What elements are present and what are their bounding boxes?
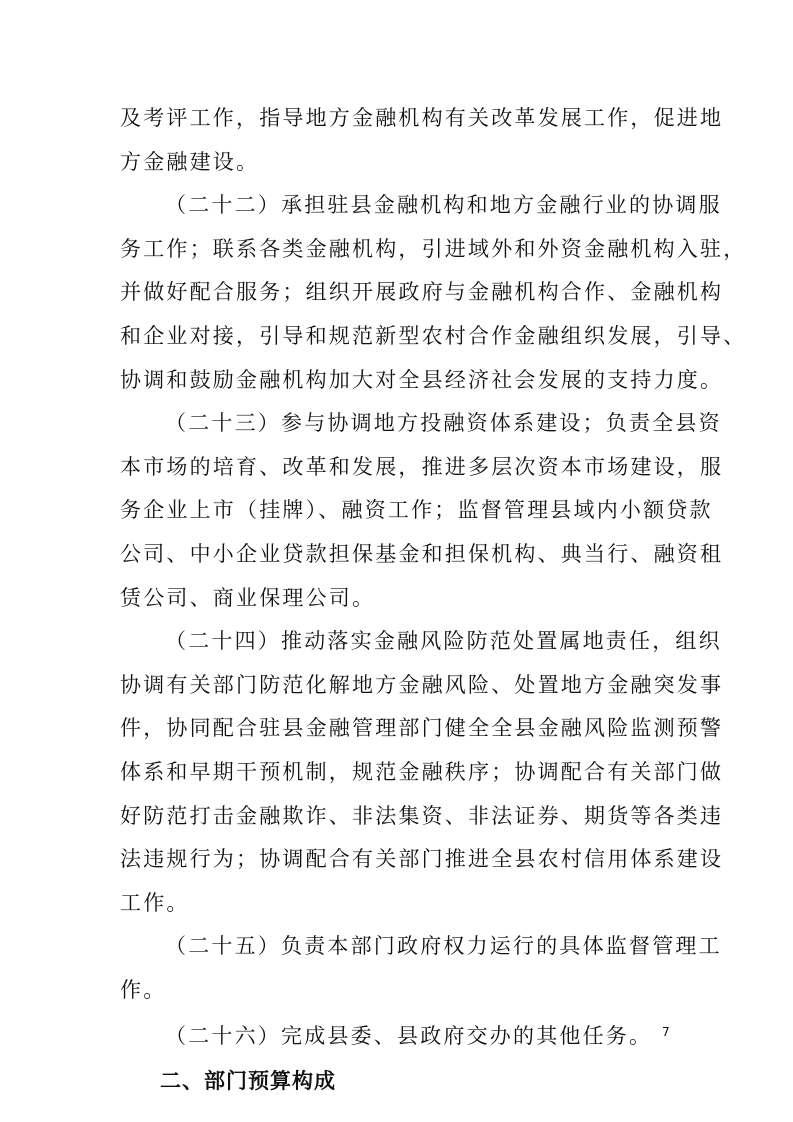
body-text-line: 工作。 [120, 890, 190, 915]
body-text-line: 本市场的培育、改革和发展，推进多层次资本市场建设，服 [120, 454, 724, 479]
body-text-line: 体系和早期干预机制，规范金融秩序；协调配合有关部门做 [120, 760, 724, 784]
section-heading: 二、部门预算构成 [160, 1069, 336, 1094]
body-text-line: 公司、中小企业贷款担保基金和担保机构、典当行、融资租 [120, 542, 724, 566]
body-text-line: （二十六）完成县委、县政府交办的其他任务。 [165, 1023, 653, 1048]
body-text-line: 好防范打击金融欺诈、非法集资、非法证券、期货等各类违 [120, 803, 724, 828]
body-text-line: 协调和鼓励金融机构加大对全县经济社会发展的支持力度。 [120, 367, 724, 392]
body-text-line: 和企业对接，引导和规范新型农村合作金融组织发展，引导、 [120, 324, 747, 348]
body-text-line: 务企业上市（挂牌）、融资工作；监督管理县域内小额贷款 [120, 498, 713, 523]
body-text-line: （二十五）负责本部门政府权力运行的具体监督管理工 [165, 934, 722, 959]
page-number: 7 [662, 1025, 670, 1039]
body-text-line: 件，协同配合驻县金融管理部门健全全县金融风险监测预警 [120, 716, 724, 741]
body-text-line: 及考评工作，指导地方金融机构有关改革发展工作，促进地 [120, 106, 724, 130]
body-text-line: （二十四）推动落实金融风险防范处置属地责任，组织 [165, 629, 722, 654]
body-text-line: 并做好配合服务；组织开展政府与金融机构合作、金融机构 [120, 280, 724, 305]
body-text-line: 务工作；联系各类金融机构，引进域外和外资金融机构入驻， [120, 236, 747, 261]
body-text-line: 方金融建设。 [120, 149, 260, 174]
body-text-line: 作。 [120, 978, 167, 1002]
body-text-line: 协调有关部门防范化解地方金融风险、处置地方金融突发事 [120, 672, 724, 697]
body-text-line: 赁公司、商业保理公司。 [120, 585, 376, 610]
body-text-line: （二十二）承担驻县金融机构和地方金融行业的协调服 [165, 193, 722, 218]
body-text-line: 法违规行为；协调配合有关部门推进全县农村信用体系建设 [120, 847, 724, 872]
body-text-line: （二十三）参与协调地方投融资体系建设；负责全县资 [165, 411, 722, 436]
